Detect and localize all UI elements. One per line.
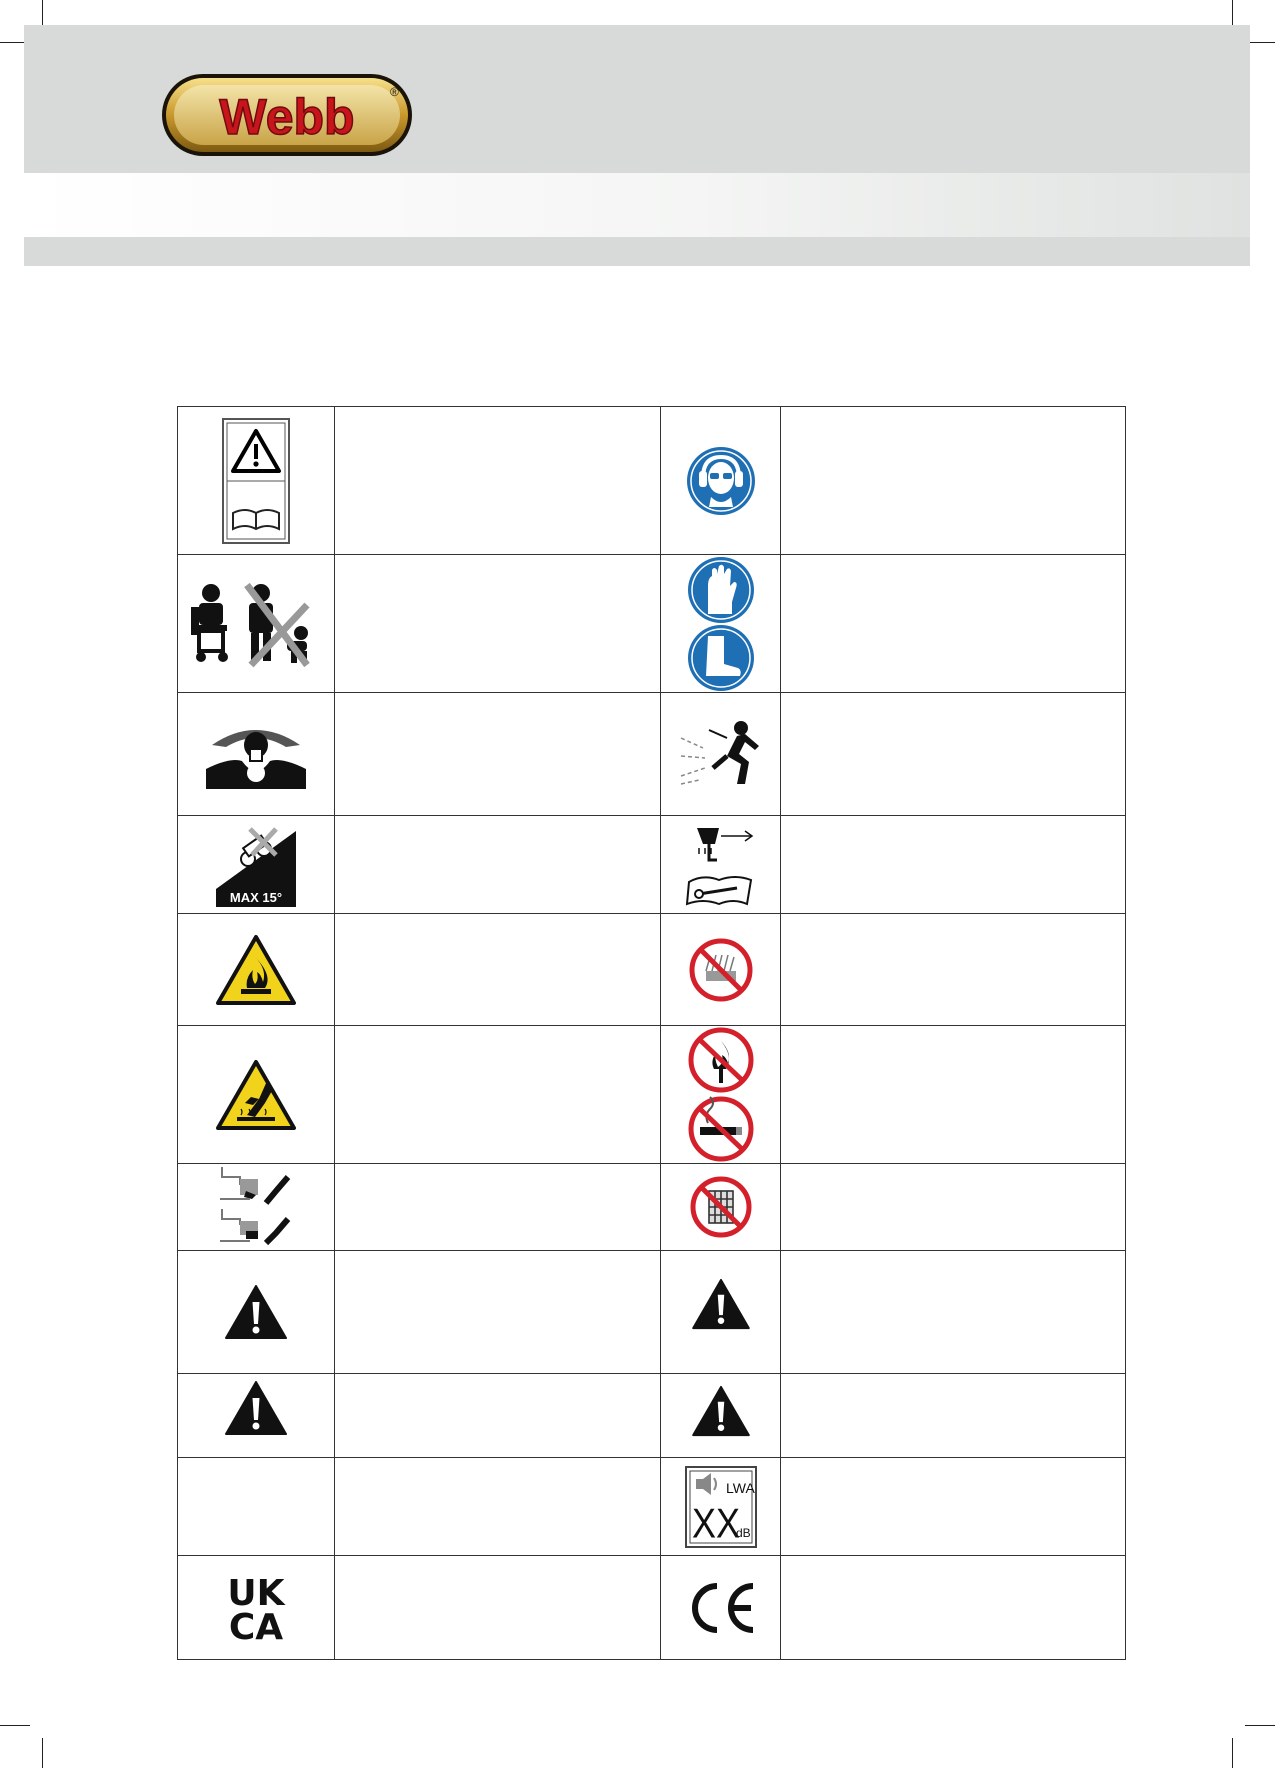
table-row — [178, 1026, 1126, 1164]
general-warning-icon — [224, 1284, 288, 1340]
crop-mark — [0, 1725, 30, 1726]
no-rain-icon — [688, 937, 754, 1003]
registered-mark: ® — [390, 85, 399, 99]
ukca-mark-icon — [221, 1573, 291, 1643]
symbol-cell — [661, 1556, 781, 1660]
no-flame-no-smoking-icon — [686, 1027, 756, 1163]
table-row — [178, 407, 1126, 555]
remove-key-maintenance-icon — [685, 824, 757, 906]
ukca-line1: UK — [227, 1572, 285, 1614]
symbol-description — [335, 1164, 661, 1251]
symbol-description — [781, 555, 1126, 693]
symbol-description — [781, 1164, 1126, 1251]
blade-hand-foot-icon — [216, 1165, 296, 1249]
sound-value: XX — [691, 1500, 740, 1547]
symbol-cell — [178, 407, 335, 555]
table-row — [178, 914, 1126, 1026]
symbol-description — [335, 693, 661, 816]
symbol-cell — [661, 407, 781, 555]
symbol-description — [781, 1458, 1126, 1556]
symbol-cell — [178, 555, 335, 693]
symbol-description — [781, 1251, 1126, 1374]
max-slope-icon — [214, 823, 298, 907]
symbol-cell — [661, 1164, 781, 1251]
table-row — [178, 693, 1126, 816]
warning-read-manual-icon — [221, 417, 291, 545]
table-row — [178, 1374, 1126, 1458]
symbol-description — [781, 407, 1126, 555]
table-row — [178, 1251, 1126, 1374]
symbol-cell — [178, 1164, 335, 1251]
ukca-line2: CA — [228, 1606, 284, 1643]
symbol-description — [781, 816, 1126, 914]
table-row — [178, 1164, 1126, 1251]
general-warning-icon — [691, 1278, 751, 1330]
sound-label: LWA — [725, 1479, 755, 1496]
table-row — [178, 555, 1126, 693]
symbol-description — [335, 407, 661, 555]
symbol-cell — [178, 816, 335, 914]
symbol-cell — [178, 1251, 335, 1374]
symbol-cell — [661, 1251, 781, 1374]
slope-label: MAX 15° — [229, 889, 283, 905]
symbol-cell — [178, 1458, 335, 1556]
ear-eye-protection-icon — [685, 445, 757, 517]
header-gradient-strip — [24, 173, 1250, 237]
symbol-description — [781, 1374, 1126, 1458]
general-warning-icon — [691, 1385, 751, 1437]
sound-power-level-icon — [684, 1465, 758, 1549]
symbol-description — [335, 1458, 661, 1556]
safety-symbols-table — [177, 406, 1126, 1660]
symbol-description — [335, 555, 661, 693]
symbol-description — [781, 914, 1126, 1026]
symbol-cell — [178, 1026, 335, 1164]
thrown-objects-face-icon — [206, 719, 306, 789]
symbol-description — [335, 1374, 661, 1458]
table-row — [178, 1458, 1126, 1556]
gloves-boots-icon — [686, 556, 756, 692]
sound-unit: dB — [735, 1525, 751, 1540]
flying-debris-icon — [679, 718, 763, 790]
symbol-description — [781, 1026, 1126, 1164]
symbol-description — [335, 1556, 661, 1660]
keep-bystanders-away-icon — [189, 579, 323, 669]
symbol-cell — [661, 1458, 781, 1556]
symbol-description — [335, 1026, 661, 1164]
crop-mark — [1232, 1738, 1233, 1768]
ce-mark-icon — [683, 1578, 759, 1638]
symbol-cell — [661, 1026, 781, 1164]
symbol-description — [781, 693, 1126, 816]
symbol-cell — [661, 693, 781, 816]
general-warning-icon — [224, 1380, 288, 1436]
symbol-description — [781, 1556, 1126, 1660]
symbol-description — [335, 816, 661, 914]
symbol-cell — [178, 914, 335, 1026]
symbol-cell — [661, 914, 781, 1026]
symbol-description — [335, 914, 661, 1026]
symbol-description — [335, 1251, 661, 1374]
webb-logo — [160, 70, 416, 160]
symbol-cell — [178, 693, 335, 816]
crop-mark — [1245, 1725, 1275, 1726]
symbol-cell — [661, 816, 781, 914]
table-row — [178, 1556, 1126, 1660]
symbol-cell — [661, 1374, 781, 1458]
crop-mark — [42, 1738, 43, 1768]
symbol-cell — [661, 555, 781, 693]
hot-surface-warning-icon — [215, 1059, 297, 1131]
logo-wordmark: Webb — [219, 89, 355, 145]
no-guard-removal-icon — [689, 1175, 753, 1239]
table-row — [178, 816, 1126, 914]
symbol-cell — [178, 1556, 335, 1660]
flammable-warning-icon — [215, 934, 297, 1006]
symbol-cell — [178, 1374, 335, 1458]
